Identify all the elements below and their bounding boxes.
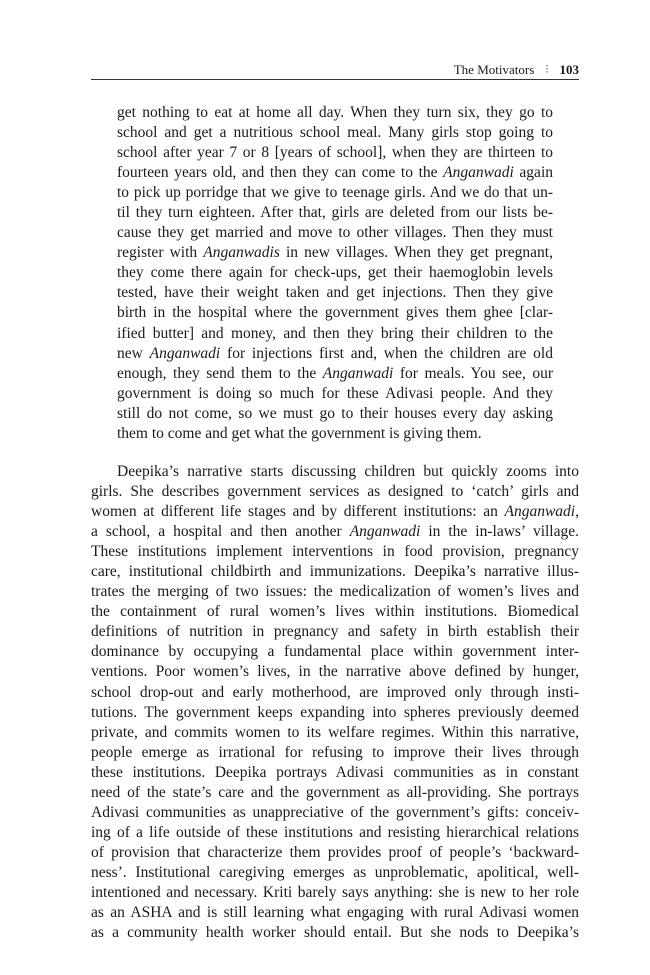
- paragraph-line: definitions of nutrition in pregnancy and safety in birth establish their: [91, 623, 579, 641]
- quote-line: ified butter] and money, and then they bring their children to the: [117, 324, 553, 342]
- running-title: The Motivators: [453, 62, 535, 77]
- paragraph-line: Deepika’s narrative starts discussing children but quickly zooms into: [117, 463, 579, 480]
- italic-term: Anganwadis: [203, 244, 280, 262]
- quote-line: still do not come, so we must go to their houses every day asking: [117, 404, 553, 422]
- paragraph-line: women at different life stages and by different institutions: an Anganwadi,: [91, 503, 579, 521]
- page-number: 103: [559, 62, 579, 77]
- quote-line: they come there again for check-ups, get their haemoglobin levels: [117, 264, 553, 282]
- block-quote: [117, 103, 553, 444]
- quote-line: cause they get married and move to other villages. Then they must: [117, 224, 553, 242]
- paragraph-line: ness’. Institutional caregiving emerges as unproblematic, apolitical, well-: [91, 863, 579, 881]
- paragraph-line: dominance by occupying a fundamental place within government inter-: [91, 643, 579, 661]
- quote-line: birth in the hospital where the government gives them ghee [clar-: [117, 304, 553, 322]
- ornament-icon: ⫶: [545, 64, 549, 76]
- quote-line: school and get a nutritious school meal. Many girls stop going to: [117, 124, 553, 142]
- paragraph-line: school drop-out and early motherhood, are improved only through insti-: [91, 683, 579, 701]
- paragraph-line: need of the state’s care and the government as all-providing. She portrays: [91, 783, 579, 801]
- paragraph-line: tutions. The government keeps expanding into spheres previously deemed: [91, 703, 579, 721]
- paragraph-line: the containment of rural women’s lives within institutions. Biomedical: [91, 603, 579, 621]
- quote-line: government is doing so much for these Adivasi people. And they: [117, 384, 553, 402]
- quote-line: get nothing to eat at home all day. When they turn six, they go to: [117, 104, 553, 121]
- quote-line: school after year 7 or 8 [years of school], when they are thirteen to: [117, 144, 553, 162]
- running-header: [91, 61, 579, 80]
- paragraph-line: as a community health worker should entail. But she nods to Deepika’s: [91, 924, 579, 942]
- quote-line: tested, have their weight taken and get injections. Then they give: [117, 284, 553, 302]
- paragraph-line: a school, a hospital and then another Anganwadi in the in-laws’ village.: [91, 523, 579, 541]
- quote-line: register with Anganwadis in new villages. When they get pregnant,: [117, 244, 553, 262]
- quote-line: new Anganwadi for injections first and, when the children are old: [117, 344, 553, 362]
- paragraph-line: intentioned and necessary. Kriti barely says anything: she is new to her role: [91, 883, 579, 901]
- italic-term: Anganwadi: [322, 364, 394, 382]
- paragraph-line: ventions. Poor women’s lives, in the narrative above defined by hunger,: [91, 663, 579, 681]
- quote-line: them to come and get what the government is giving them.: [117, 424, 482, 442]
- quote-line: fourteen years old, and then they can come to the Anganwadi again: [117, 164, 553, 182]
- paragraph-line: people emerge as irrational for refusing to improve their lives through: [91, 743, 579, 761]
- paragraph-line: private, and commits women to its welfare regimes. Within this narrative,: [91, 723, 579, 741]
- header-right: [454, 61, 579, 79]
- italic-term: Anganwadi: [443, 164, 514, 182]
- paragraph-line: of provision that characterize them provides proof of people’s ‘backward-: [91, 843, 579, 861]
- quote-line: enough, they send them to the Anganwadi for meals. You see, our: [117, 364, 553, 382]
- paragraph-line: these institutions. Deepika portrays Adivasi communities as in constant: [91, 763, 579, 781]
- paragraph-line: as an ASHA and is still learning what engaging with rural Adivasi women: [91, 904, 579, 922]
- paragraph-line: Adivasi communities as unappreciative of the government’s gifts: conceiv-: [91, 803, 579, 821]
- paragraph-line: These institutions implement interventions in food provision, pregnancy: [91, 543, 579, 561]
- italic-term: Anganwadi: [349, 523, 421, 541]
- body-paragraph: [91, 462, 579, 943]
- quote-line: to pick up porridge that we give to teenage girls. And we do that un-: [117, 184, 553, 202]
- paragraph-line: trates the merging of two issues: the medicalization of women’s lives and: [91, 583, 579, 601]
- italic-term: Anganwadi: [149, 344, 221, 362]
- paragraph-line: care, institutional childbirth and immunizations. Deepika’s narrative illus-: [91, 563, 579, 581]
- paragraph-line: girls. She describes government services as designed to ‘catch’ girls and: [91, 483, 579, 501]
- italic-term: Anganwadi: [504, 503, 576, 521]
- quote-line: til they turn eighteen. After that, girls are deleted from our lists be-: [117, 204, 553, 222]
- paragraph-line: ing of a life outside of these institutions and resisting hierarchical relations: [91, 823, 579, 841]
